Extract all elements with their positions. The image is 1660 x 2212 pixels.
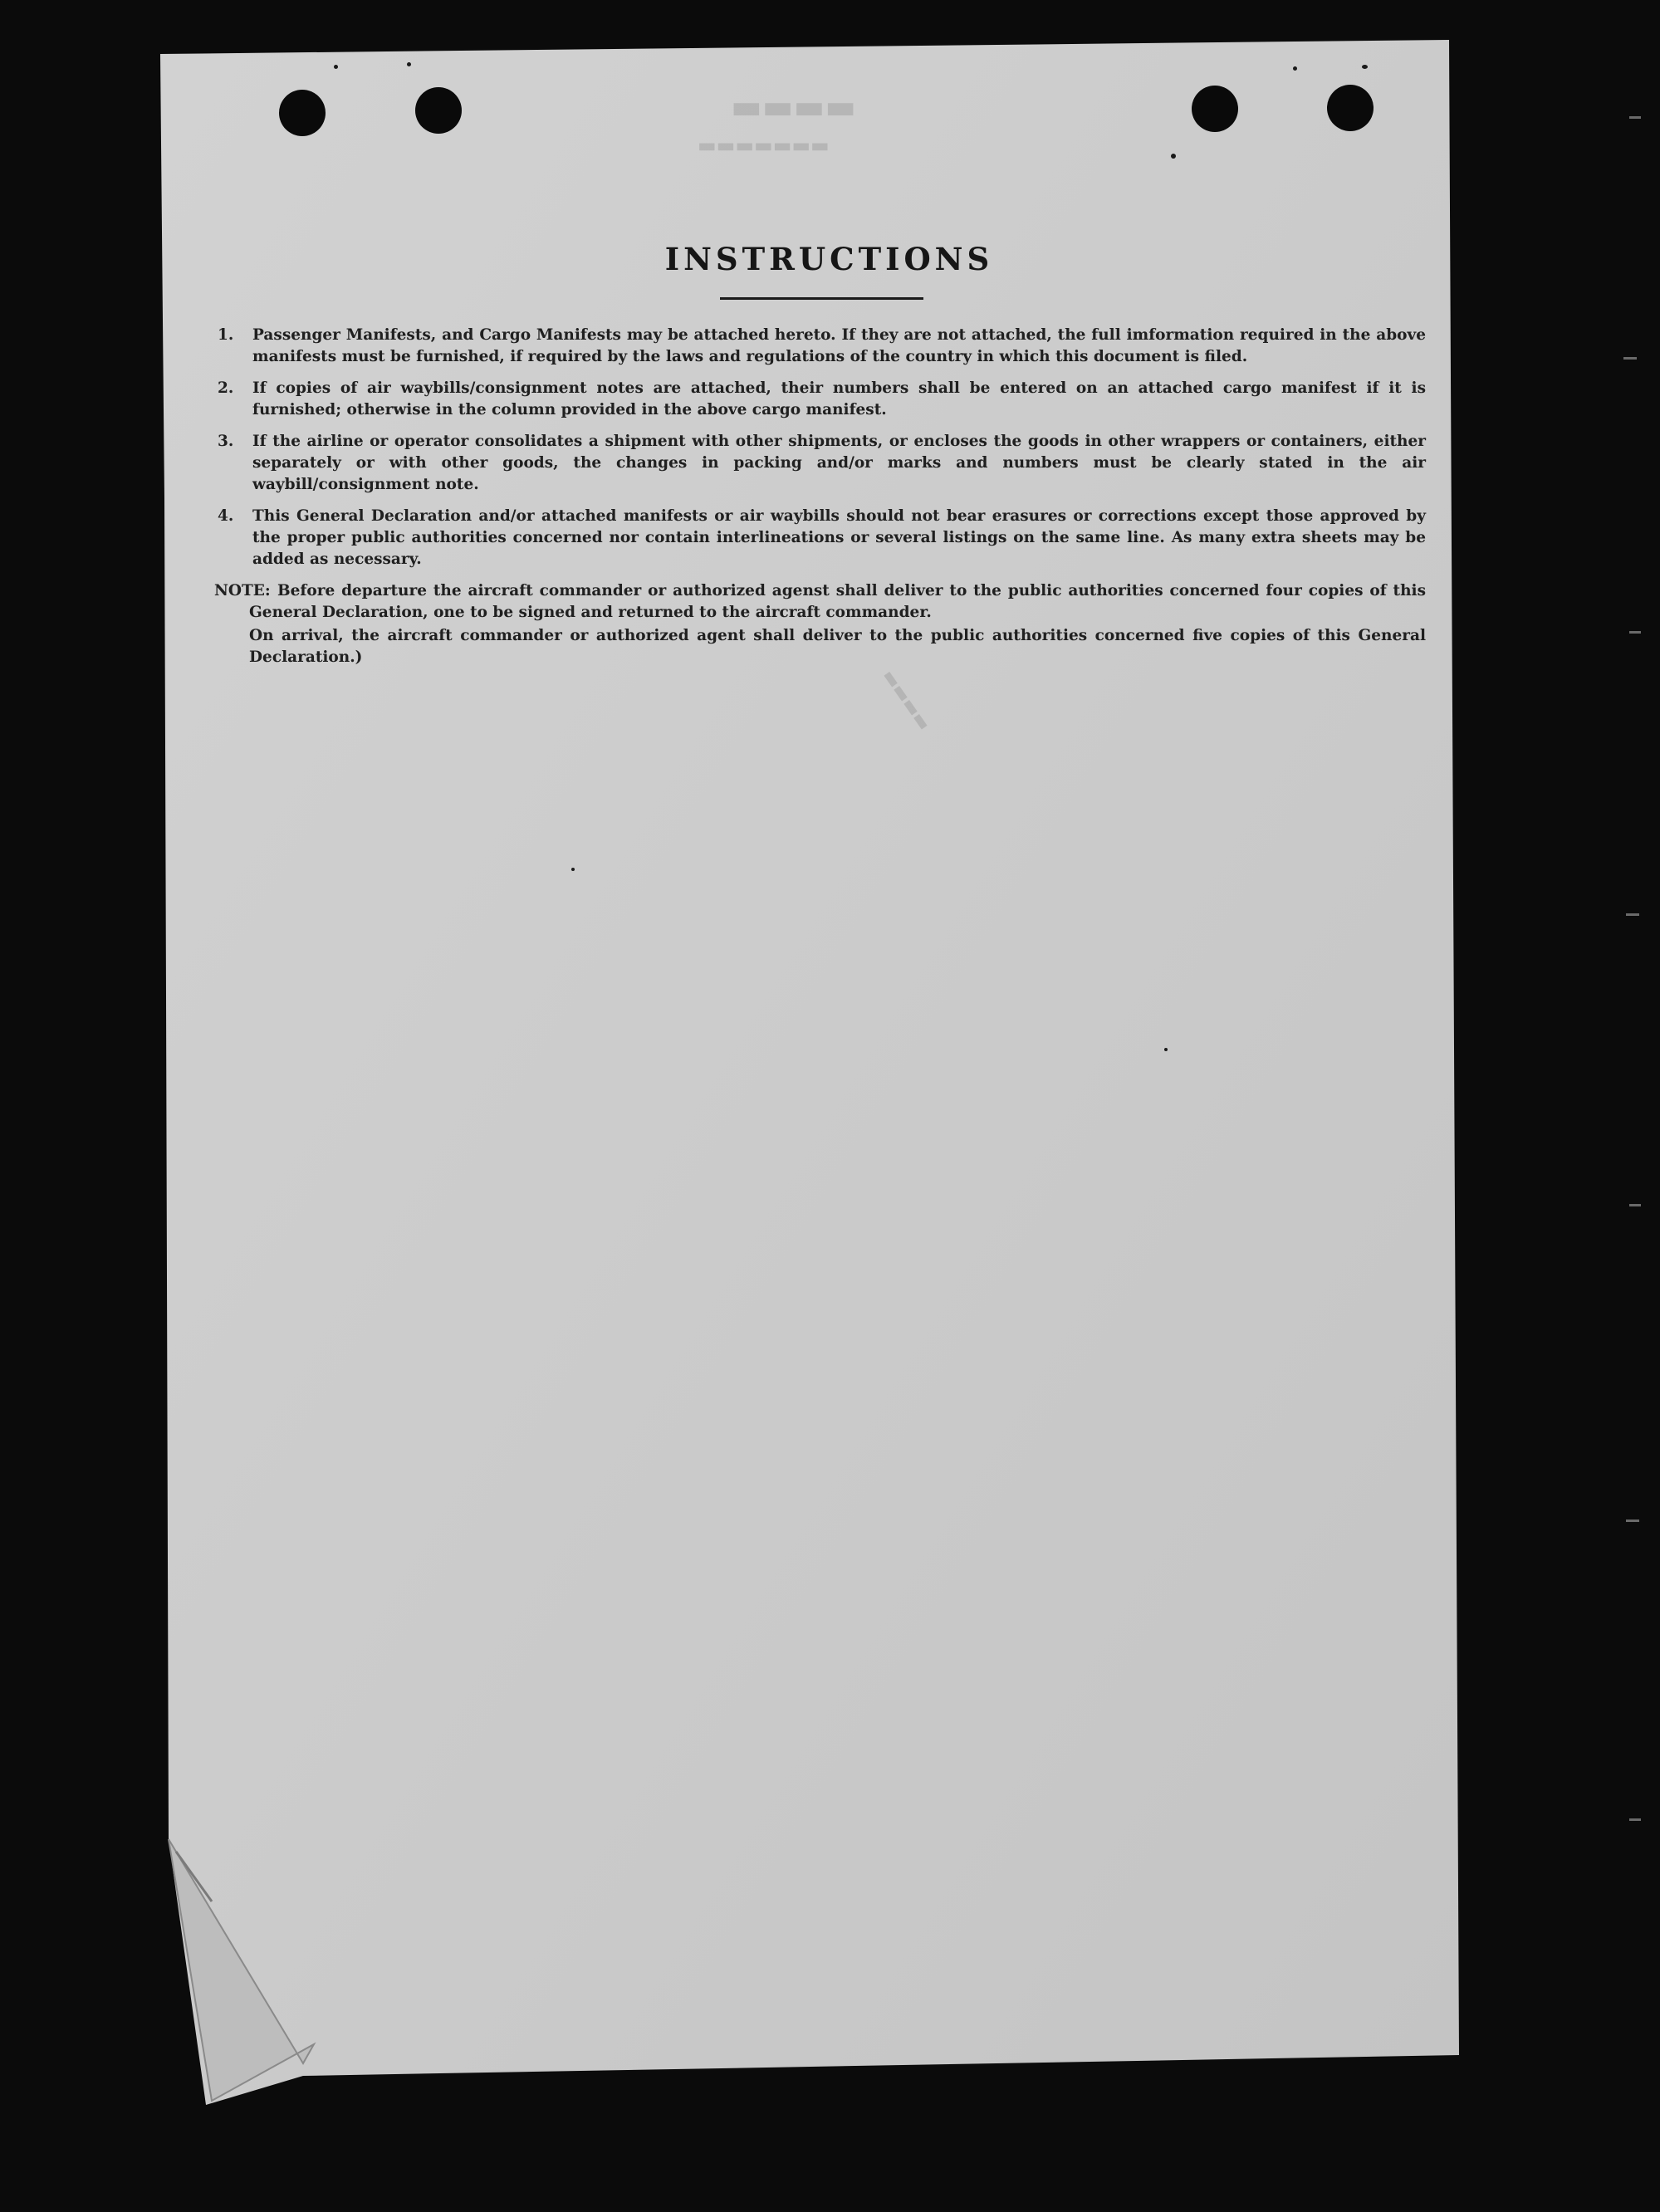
note-arrival: On arrival, the aircraft commander or authorized agent shall deliver to the public authorities concerned five copies of this General Declaration.) <box>249 627 1426 666</box>
punch-hole <box>1327 85 1374 131</box>
edge-mark <box>1629 1818 1641 1821</box>
instruction-item <box>218 325 1426 368</box>
edge-mark <box>1629 116 1641 119</box>
edge-mark <box>1629 1204 1641 1206</box>
speck <box>571 868 575 871</box>
note-label: NOTE: <box>214 582 271 599</box>
item-number: 4. <box>218 507 234 525</box>
item-text: Passenger Manifests, and Cargo Manifests may be attached hereto. If they are not attached, the full imformation required in the above manifests must be furnished, if required by the laws and regulations of the country in which this document is filed. <box>252 326 1426 365</box>
speck <box>334 65 338 69</box>
item-text: If copies of air waybills/consignment notes are attached, their numbers shall be entered on an attached cargo manifest if it is furnished; otherwise in the column provided in the above cargo manifest. <box>252 379 1426 418</box>
speck <box>1362 65 1368 69</box>
instruction-item <box>218 378 1426 421</box>
speck <box>1164 1048 1168 1051</box>
item-number: 1. <box>218 326 234 344</box>
item-text: This General Declaration and/or attached manifests or air waybills should not bear erasures or corrections except those approved by the proper public authorities concerned nor contain interlineations or several listings on the same line. As many extra sheets may be added as necessary. <box>252 507 1426 568</box>
instructions-section <box>214 241 1426 668</box>
edge-mark <box>1626 913 1639 916</box>
punch-hole <box>415 87 462 134</box>
edge-mark <box>1629 631 1641 634</box>
item-text: If the airline or operator consolidates a shipment with other shipments, or encloses the goods in other wrappers or containers, either separately or with other goods, the changes in packing and/or marks and numbers must be clearly stated in the air waybill/consignment note. <box>252 433 1426 493</box>
speck <box>407 62 411 66</box>
bleed-through-mark: ▬▬▬▬▬▬▬ <box>698 133 830 157</box>
bleed-through-mark: ▬▬▬▬ <box>878 665 936 735</box>
edge-mark <box>1623 357 1637 360</box>
instruction-item <box>218 431 1426 496</box>
punch-hole <box>1192 86 1238 132</box>
title-underline <box>720 297 923 300</box>
item-number: 2. <box>218 379 234 397</box>
item-number: 3. <box>218 433 234 450</box>
bleed-through-mark: ▬▬▬▬ <box>731 87 857 126</box>
instruction-item <box>218 506 1426 570</box>
note-departure: Before departure the aircraft commander or authorized agenst shall deliver to the public authorities concerned four copies of this General Declaration, one to be signed and returned to the aircraft commander. <box>249 582 1426 621</box>
speck <box>1293 66 1297 71</box>
edge-mark <box>1626 1520 1639 1522</box>
punch-hole <box>279 90 326 136</box>
speck <box>1171 154 1176 159</box>
page-title: INSTRUCTIONS <box>664 241 994 277</box>
note-block <box>214 580 1426 668</box>
